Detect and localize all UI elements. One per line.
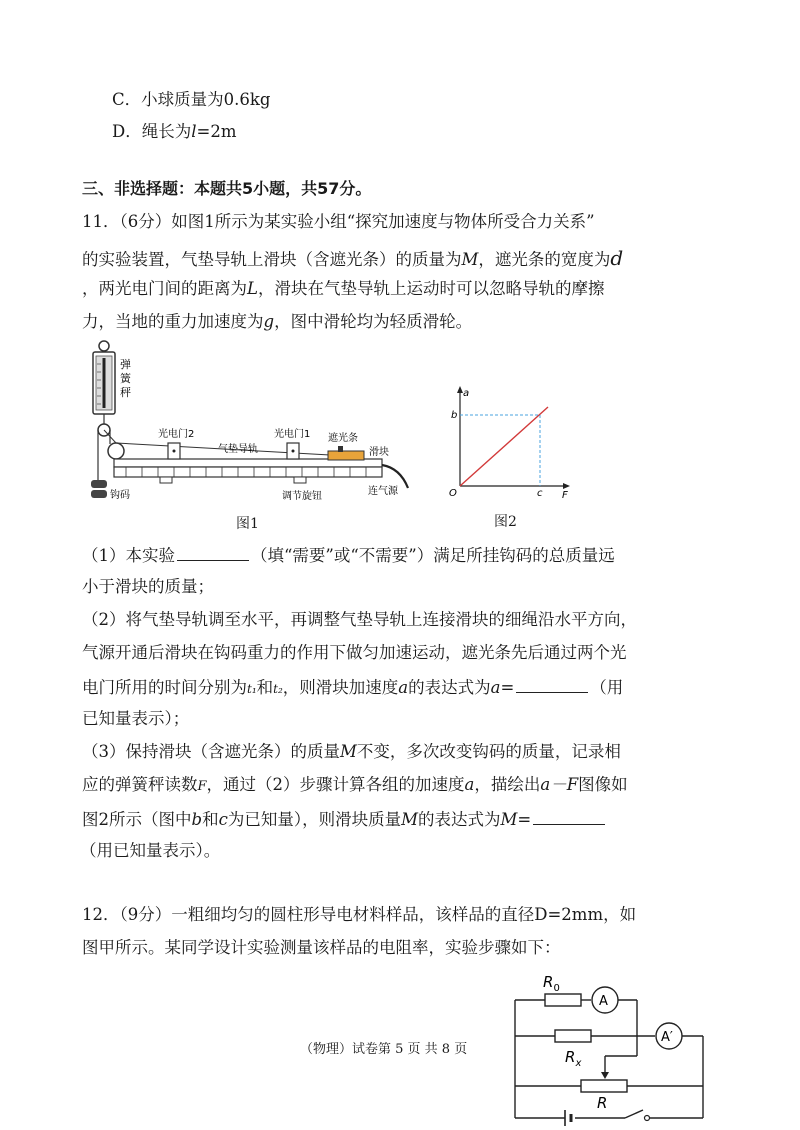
figure-1-apparatus	[82, 338, 422, 510]
circuit-label-rx-sub: x	[575, 1058, 582, 1069]
q11-part3-line1: （3）保持滑块（含遮光条）的质量M不变，多次改变钩码的质量，记录相	[82, 742, 621, 761]
label-gate-1: 光电门1	[274, 429, 311, 440]
figure-2-graph	[448, 384, 578, 504]
label-slider: 滑块	[369, 447, 389, 458]
q11-line4: 力，当地的重力加速度为g，图中滑轮均为轻质滑轮。	[82, 312, 473, 331]
label-air-source: 连气源	[368, 486, 398, 497]
circuit-label-r0: R	[543, 973, 554, 991]
answer-blank-3[interactable]	[533, 810, 605, 825]
q11-part2-line2: 气源开通后滑块在钩码重力的作用下做匀加速运动，遮光条先后通过两个光	[82, 643, 627, 662]
circuit-label-a2: A′	[661, 1030, 673, 1045]
circuit-label-a: A	[599, 994, 608, 1009]
label-gate-2: 光电门2	[158, 429, 195, 440]
q11-part2-line3: 电门所用的时间分别为t₁和t₂，则滑块加速度a的表达式为a= （用	[82, 678, 624, 697]
answer-blank-2[interactable]	[516, 678, 588, 693]
figure-2-caption: 图2	[494, 514, 517, 530]
page-footer: （物理）试卷第 5 页 共 8 页	[300, 1042, 468, 1057]
fig2-label-a: a	[463, 388, 470, 399]
circuit-diagram	[505, 968, 720, 1128]
fig2-label-b: b	[451, 410, 458, 421]
q11-part3-line4: （用已知量表示）。	[80, 841, 221, 860]
q12-line1: 12．（9分）一粗细均匀的圆柱形导电材料样品，该样品的直径D=2mm，如	[82, 905, 637, 924]
q11-part2-line4: 已知量表示）；	[82, 709, 190, 728]
q11-part1-line1: （1）本实验 （填“需要”或“不需要”）满足所挂钩码的总质量远	[82, 546, 615, 565]
q11-line1: 11．（6分）如图1所示为某实验小组“探究加速度与物体所受合力关系”	[82, 212, 595, 231]
fig2-label-c: c	[537, 488, 543, 499]
label-knob: 调节旋钮	[282, 491, 322, 502]
q11-part3-line2: 应的弹簧秤读数F，通过（2）步骤计算各组的加速度a，描绘出a－F图像如	[82, 775, 628, 794]
circuit-label-r0-sub: 0	[553, 983, 560, 994]
figure-1-caption: 图1	[236, 516, 259, 532]
q11-line2: 的实验装置，气垫导轨上滑块（含遮光条）的质量为M，遮光条的宽度为d	[82, 246, 624, 270]
label-track: 气垫导轨	[218, 444, 258, 455]
answer-blank-1[interactable]	[177, 546, 249, 561]
svg-text:Rx	[565, 1048, 581, 1069]
q11-part2-line1: （2）将气垫导轨调至水平，再调整气垫导轨上连接滑块的细绳沿水平方向，	[82, 610, 637, 629]
option-c: C．小球质量为0.6kg	[112, 90, 271, 109]
label-hook-weight: 钩码	[110, 490, 130, 501]
label-spring-3: 秤	[120, 386, 131, 399]
q11-part1-line2: 小于滑块的质量；	[82, 577, 214, 596]
q11-part3-line3: 图2所示（图中b和c为已知量），则滑块质量M的表达式为M=	[82, 810, 607, 829]
q12-line2: 图甲所示。某同学设计实验测量该样品的电阻率，实验步骤如下：	[82, 938, 561, 957]
circuit-label-rx: R	[565, 1048, 576, 1066]
svg-text:R0	[543, 973, 560, 994]
label-spring-2: 簧	[120, 372, 131, 385]
option-d: D．绳长为l=2m	[112, 122, 237, 141]
section-title: 三、非选择题：本题共5小题，共57分。	[82, 179, 372, 198]
label-shade: 遮光条	[328, 433, 358, 444]
fig2-label-f: F	[562, 490, 568, 501]
fig2-label-o: O	[449, 488, 457, 499]
circuit-label-r: R	[597, 1094, 608, 1112]
label-spring-1: 弹	[120, 358, 131, 371]
q11-line3: ，两光电门间的距离为L，滑块在气垫导轨上运动时可以忽略导轨的摩擦	[82, 279, 605, 298]
